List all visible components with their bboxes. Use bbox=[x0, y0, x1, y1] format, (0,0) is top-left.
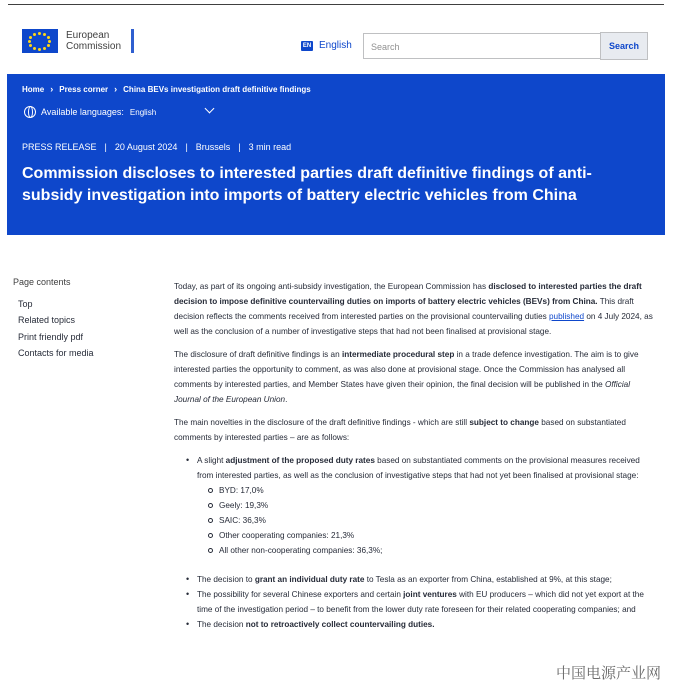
meta-divider: | bbox=[104, 142, 107, 152]
text: The decision bbox=[197, 620, 246, 629]
paragraph-novelties bbox=[174, 415, 654, 445]
text-bold: not to retroactively collect countervailing duties. bbox=[245, 620, 435, 629]
text: based on substantiated comments on the provisional measures received from interested parties, as well as the conclusion of investigative steps that had not yet been finalised at provisional stage: bbox=[197, 456, 640, 480]
list-item: Other cooperating companies: 21,3% bbox=[197, 528, 654, 543]
article-meta bbox=[22, 142, 291, 152]
meta-divider: | bbox=[238, 142, 241, 152]
list-item bbox=[174, 572, 654, 587]
article-date: 20 August 2024 bbox=[114, 142, 178, 152]
text-bold: grant an individual duty rate bbox=[254, 575, 365, 584]
eu-flag-icon bbox=[22, 29, 58, 53]
globe-icon bbox=[24, 106, 36, 118]
search-input[interactable]: Search bbox=[363, 33, 601, 59]
org-name-line2: Commission bbox=[66, 41, 122, 52]
article-read-time: 3 min read bbox=[248, 142, 292, 152]
page-contents-nav bbox=[18, 298, 94, 363]
text: . bbox=[285, 395, 288, 404]
text: on 4 July 2024, as well as the conclusion of a number of investigative steps that had not been finalised at provisional stage. bbox=[174, 312, 653, 336]
text-bold: adjustment of the proposed duty rates bbox=[225, 456, 375, 465]
text: The disclosure of draft definitive findings is an bbox=[174, 350, 342, 359]
text-bold: disclosed to interested parties the draft decision to impose definitive countervailing duties on imports of battery electric vehicles (BEVs) from China. bbox=[174, 282, 642, 306]
search-button[interactable]: Search bbox=[600, 32, 648, 60]
text: The possibility for several Chinese exporters and certain bbox=[197, 590, 404, 599]
top-divider bbox=[8, 4, 664, 5]
paragraph-procedure bbox=[174, 347, 654, 407]
text: The decision to bbox=[197, 575, 255, 584]
available-languages[interactable] bbox=[24, 106, 156, 118]
chevron-down-icon[interactable] bbox=[205, 104, 215, 114]
text-bold: joint ventures bbox=[403, 590, 457, 599]
article-body bbox=[174, 279, 654, 632]
list-item: SAIC: 36,3% bbox=[197, 513, 654, 528]
list-item bbox=[174, 617, 654, 632]
text-bold: intermediate procedural step bbox=[341, 350, 455, 359]
article-type: PRESS RELEASE bbox=[22, 142, 97, 152]
breadcrumb-home[interactable]: Home bbox=[22, 84, 45, 94]
language-label: English bbox=[319, 40, 352, 51]
nav-item-top[interactable]: Top bbox=[18, 299, 33, 309]
list-item: Geely: 19,3% bbox=[197, 498, 654, 513]
list-item bbox=[174, 587, 654, 617]
breadcrumb-current: China BEVs investigation draft definitive findings bbox=[123, 84, 311, 94]
org-name bbox=[66, 30, 121, 52]
article-location: Brussels bbox=[195, 142, 231, 152]
nav-item-related-topics[interactable]: Related topics bbox=[18, 315, 76, 326]
chevron-right-icon: › bbox=[114, 84, 118, 94]
meta-divider: | bbox=[185, 142, 188, 152]
text-italic: Official Journal of the European Union bbox=[174, 380, 631, 404]
language-switcher[interactable] bbox=[301, 40, 352, 51]
nav-item-contacts[interactable]: Contacts for media bbox=[18, 347, 94, 358]
list-item: BYD: 17,0% bbox=[197, 483, 654, 498]
chevron-right-icon: › bbox=[50, 84, 54, 94]
text: based on substantiated comments by interested parties – are as follows: bbox=[174, 418, 626, 442]
org-name-line1: European bbox=[66, 30, 110, 41]
text: with EU producers – which did not yet export at the time of the investigation period – to benefit from the lower duty rate foreseen for their related cooperating companies; and bbox=[197, 590, 644, 614]
page-banner bbox=[7, 74, 665, 235]
list-item: All other non-cooperating companies: 36,3%; bbox=[197, 543, 654, 558]
text: Today, as part of its ongoing anti-subsidy investigation, the European Commission has bbox=[174, 282, 489, 291]
language-code-icon: EN bbox=[302, 42, 312, 49]
text-bold: subject to change bbox=[469, 418, 539, 427]
text: in a trade defence investigation. The aim is to give interested parties the opportunity to comment, as was also done at provisional stage. Once the Commission has analysed all comments by interested parties, and Member States have given their opinion, the final decision will be published in the bbox=[174, 350, 639, 389]
published-link[interactable]: published bbox=[549, 312, 585, 321]
text: A slight bbox=[197, 456, 226, 465]
available-languages-current: English bbox=[129, 107, 157, 117]
novelties-list bbox=[174, 453, 654, 632]
available-languages-label: Available languages: bbox=[41, 107, 124, 117]
text: This draft decision reflects the comments received from interested parties on the provisional countervailing duties bbox=[174, 297, 634, 321]
logo-bar bbox=[131, 29, 134, 53]
text: to Tesla as an exporter from China, established at 9%, at this stage; bbox=[364, 575, 612, 584]
page-contents-title: Page contents bbox=[13, 277, 71, 287]
breadcrumb bbox=[22, 84, 311, 94]
watermark: 中国电源产业网 bbox=[556, 665, 662, 682]
page-title: Commission discloses to interested parties draft definitive findings of anti-subsidy investigation into imports of battery electric vehicles from China bbox=[22, 165, 592, 204]
breadcrumb-press-corner[interactable]: Press corner bbox=[59, 84, 109, 94]
nav-item-print-pdf[interactable]: Print friendly pdf bbox=[18, 331, 84, 342]
text: The main novelties in the disclosure of the draft definitive findings - which are still bbox=[174, 418, 470, 427]
paragraph-intro bbox=[174, 279, 654, 339]
list-item bbox=[174, 453, 654, 558]
duty-rates-list bbox=[197, 483, 654, 558]
ec-logo[interactable] bbox=[22, 22, 168, 60]
